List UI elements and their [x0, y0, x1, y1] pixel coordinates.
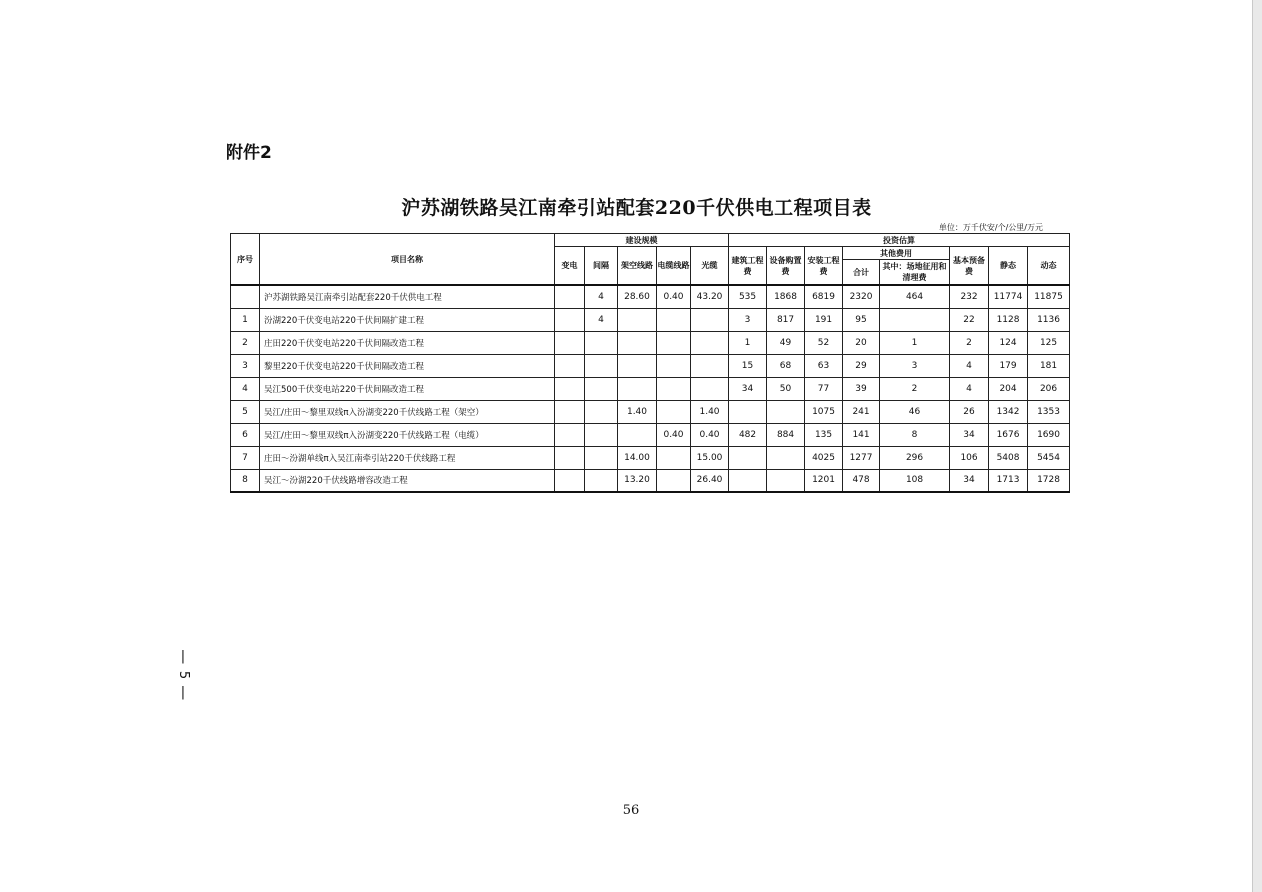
- cell-fiber: [691, 377, 729, 400]
- cell-cable: [657, 354, 691, 377]
- cell-construction: 1: [729, 331, 767, 354]
- side-dash-bottom: |: [180, 685, 186, 700]
- cell-cable: [657, 308, 691, 331]
- cell-equipment: 1868: [767, 285, 805, 308]
- cell-construction: 15: [729, 354, 767, 377]
- cell-reserve: 4: [950, 354, 989, 377]
- cell-installation: 135: [805, 423, 843, 446]
- table-row: [231, 423, 1070, 446]
- cell-transformer: [555, 308, 585, 331]
- header-other-fees: 其他费用: [843, 247, 950, 260]
- cell-seq: 3: [231, 354, 260, 377]
- cell-overhead: [618, 423, 657, 446]
- cell-subtotal: 2320: [843, 285, 880, 308]
- header-investment: 投资估算: [729, 234, 1070, 247]
- cell-land-fee: 464: [880, 285, 950, 308]
- cell-transformer: [555, 469, 585, 492]
- cell-name: 黎里220千伏变电站220千伏间隔改造工程: [260, 354, 555, 377]
- header-construction: 建筑工程费: [729, 247, 767, 286]
- cell-bays: [585, 400, 618, 423]
- cell-installation: 1201: [805, 469, 843, 492]
- attachment-label: 附件2: [226, 143, 272, 163]
- cell-subtotal: 1277: [843, 446, 880, 469]
- cell-fiber: [691, 354, 729, 377]
- table-row: [231, 446, 1070, 469]
- cell-seq: 6: [231, 423, 260, 446]
- cell-name: 庄田～汾湖单线π入吴江南牵引站220千伏线路工程: [260, 446, 555, 469]
- cell-installation: 191: [805, 308, 843, 331]
- cell-subtotal: 20: [843, 331, 880, 354]
- cell-dynamic: 1690: [1028, 423, 1070, 446]
- cell-reserve: 26: [950, 400, 989, 423]
- cell-overhead: [618, 354, 657, 377]
- project-table: [230, 233, 1070, 493]
- cell-dynamic: 206: [1028, 377, 1070, 400]
- cell-static: 11774: [989, 285, 1028, 308]
- cell-overhead: [618, 331, 657, 354]
- cell-equipment: [767, 446, 805, 469]
- cell-dynamic: 5454: [1028, 446, 1070, 469]
- cell-installation: 4025: [805, 446, 843, 469]
- header-reserve: 基本预备费: [950, 247, 989, 286]
- cell-cable: 0.40: [657, 423, 691, 446]
- cell-land-fee: 3: [880, 354, 950, 377]
- cell-subtotal: 39: [843, 377, 880, 400]
- cell-equipment: 817: [767, 308, 805, 331]
- header-name: 项目名称: [260, 234, 555, 286]
- cell-fiber: [691, 331, 729, 354]
- cell-installation: 6819: [805, 285, 843, 308]
- cell-cable: [657, 331, 691, 354]
- cell-subtotal: 95: [843, 308, 880, 331]
- cell-name: 吴江500千伏变电站220千伏间隔改造工程: [260, 377, 555, 400]
- cell-bays: [585, 377, 618, 400]
- cell-static: 1342: [989, 400, 1028, 423]
- side-page-number: 5: [176, 670, 191, 680]
- header-subtotal: 合计: [843, 260, 880, 286]
- cell-name: 吴江～汾湖220千伏线路增容改造工程: [260, 469, 555, 492]
- cell-reserve: 34: [950, 469, 989, 492]
- cell-transformer: [555, 377, 585, 400]
- cell-cable: [657, 377, 691, 400]
- header-transformer: 变电: [555, 247, 585, 286]
- cell-equipment: 68: [767, 354, 805, 377]
- cell-overhead: 28.60: [618, 285, 657, 308]
- table-row: [231, 400, 1070, 423]
- cell-dynamic: 1353: [1028, 400, 1070, 423]
- cell-subtotal: 141: [843, 423, 880, 446]
- cell-fiber: [691, 308, 729, 331]
- cell-name: 汾湖220千伏变电站220千伏间隔扩建工程: [260, 308, 555, 331]
- side-page-marker: [176, 651, 190, 699]
- header-dynamic: 动态: [1028, 247, 1070, 286]
- cell-reserve: 232: [950, 285, 989, 308]
- cell-name: 沪苏湖铁路吴江南牵引站配套220千伏供电工程: [260, 285, 555, 308]
- page-edge: [1252, 0, 1262, 892]
- cell-equipment: [767, 469, 805, 492]
- cell-construction: 482: [729, 423, 767, 446]
- cell-installation: 1075: [805, 400, 843, 423]
- cell-transformer: [555, 423, 585, 446]
- header-land-fee: 其中：场地征用和清理费: [880, 260, 950, 286]
- table-row: [231, 377, 1070, 400]
- table-row: [231, 308, 1070, 331]
- cell-name: 庄田220千伏变电站220千伏间隔改造工程: [260, 331, 555, 354]
- cell-cable: [657, 469, 691, 492]
- cell-fiber: 43.20: [691, 285, 729, 308]
- cell-transformer: [555, 354, 585, 377]
- cell-fiber: 26.40: [691, 469, 729, 492]
- cell-static: 1676: [989, 423, 1028, 446]
- cell-subtotal: 29: [843, 354, 880, 377]
- cell-dynamic: 125: [1028, 331, 1070, 354]
- cell-cable: 0.40: [657, 285, 691, 308]
- unit-note: 单位：万千伏安/个/公里/万元: [938, 223, 1043, 232]
- document-title: 沪苏湖铁路吴江南牵引站配套220千伏供电工程项目表: [401, 197, 872, 219]
- cell-overhead: 1.40: [618, 400, 657, 423]
- cell-installation: 77: [805, 377, 843, 400]
- cell-static: 204: [989, 377, 1028, 400]
- cell-reserve: 34: [950, 423, 989, 446]
- cell-bays: [585, 331, 618, 354]
- cell-land-fee: 1: [880, 331, 950, 354]
- cell-fiber: 15.00: [691, 446, 729, 469]
- cell-transformer: [555, 331, 585, 354]
- cell-static: 124: [989, 331, 1028, 354]
- page-number: 56: [622, 803, 640, 818]
- cell-reserve: 106: [950, 446, 989, 469]
- cell-bays: [585, 423, 618, 446]
- header-bays: 间隔: [585, 247, 618, 286]
- cell-equipment: 50: [767, 377, 805, 400]
- cell-bays: [585, 469, 618, 492]
- cell-overhead: 14.00: [618, 446, 657, 469]
- cell-name: 吴江/庄田～黎里双线π入汾湖变220千伏线路工程（架空）: [260, 400, 555, 423]
- cell-transformer: [555, 400, 585, 423]
- cell-overhead: [618, 377, 657, 400]
- cell-construction: [729, 446, 767, 469]
- header-cable: 电缆线路: [657, 247, 691, 286]
- cell-overhead: 13.20: [618, 469, 657, 492]
- cell-static: 1128: [989, 308, 1028, 331]
- cell-transformer: [555, 285, 585, 308]
- cell-static: 5408: [989, 446, 1028, 469]
- cell-bays: [585, 354, 618, 377]
- cell-land-fee: 296: [880, 446, 950, 469]
- cell-installation: 63: [805, 354, 843, 377]
- cell-construction: 535: [729, 285, 767, 308]
- cell-construction: [729, 469, 767, 492]
- cell-seq: 5: [231, 400, 260, 423]
- header-equipment: 设备购置费: [767, 247, 805, 286]
- cell-seq: 7: [231, 446, 260, 469]
- side-dash-top: |: [180, 649, 186, 664]
- cell-seq: 4: [231, 377, 260, 400]
- table-row: [231, 354, 1070, 377]
- table-row: [231, 331, 1070, 354]
- cell-dynamic: 181: [1028, 354, 1070, 377]
- header-overhead: 架空线路: [618, 247, 657, 286]
- cell-subtotal: 241: [843, 400, 880, 423]
- cell-bays: [585, 446, 618, 469]
- cell-subtotal: 478: [843, 469, 880, 492]
- cell-land-fee: 108: [880, 469, 950, 492]
- cell-land-fee: 46: [880, 400, 950, 423]
- cell-dynamic: 1136: [1028, 308, 1070, 331]
- cell-land-fee: 8: [880, 423, 950, 446]
- cell-seq: 8: [231, 469, 260, 492]
- cell-static: 179: [989, 354, 1028, 377]
- cell-bays: 4: [585, 285, 618, 308]
- cell-static: 1713: [989, 469, 1028, 492]
- cell-dynamic: 1728: [1028, 469, 1070, 492]
- cell-transformer: [555, 446, 585, 469]
- cell-land-fee: 2: [880, 377, 950, 400]
- cell-bays: 4: [585, 308, 618, 331]
- cell-construction: 3: [729, 308, 767, 331]
- cell-equipment: 49: [767, 331, 805, 354]
- cell-overhead: [618, 308, 657, 331]
- cell-cable: [657, 400, 691, 423]
- cell-seq: 1: [231, 308, 260, 331]
- cell-construction: 34: [729, 377, 767, 400]
- cell-reserve: 22: [950, 308, 989, 331]
- cell-reserve: 2: [950, 331, 989, 354]
- cell-reserve: 4: [950, 377, 989, 400]
- table-row: [231, 285, 1070, 308]
- cell-fiber: 0.40: [691, 423, 729, 446]
- cell-equipment: [767, 400, 805, 423]
- cell-cable: [657, 446, 691, 469]
- cell-seq: [231, 285, 260, 308]
- table-row: [231, 469, 1070, 492]
- cell-dynamic: 11875: [1028, 285, 1070, 308]
- header-fiber: 光缆: [691, 247, 729, 286]
- header-seq: 序号: [231, 234, 260, 286]
- header-static: 静态: [989, 247, 1028, 286]
- cell-construction: [729, 400, 767, 423]
- cell-land-fee: [880, 308, 950, 331]
- cell-installation: 52: [805, 331, 843, 354]
- cell-fiber: 1.40: [691, 400, 729, 423]
- cell-seq: 2: [231, 331, 260, 354]
- header-build-scale: 建设规模: [555, 234, 729, 247]
- cell-equipment: 884: [767, 423, 805, 446]
- cell-name: 吴江/庄田～黎里双线π入汾湖变220千伏线路工程（电缆）: [260, 423, 555, 446]
- header-installation: 安装工程费: [805, 247, 843, 286]
